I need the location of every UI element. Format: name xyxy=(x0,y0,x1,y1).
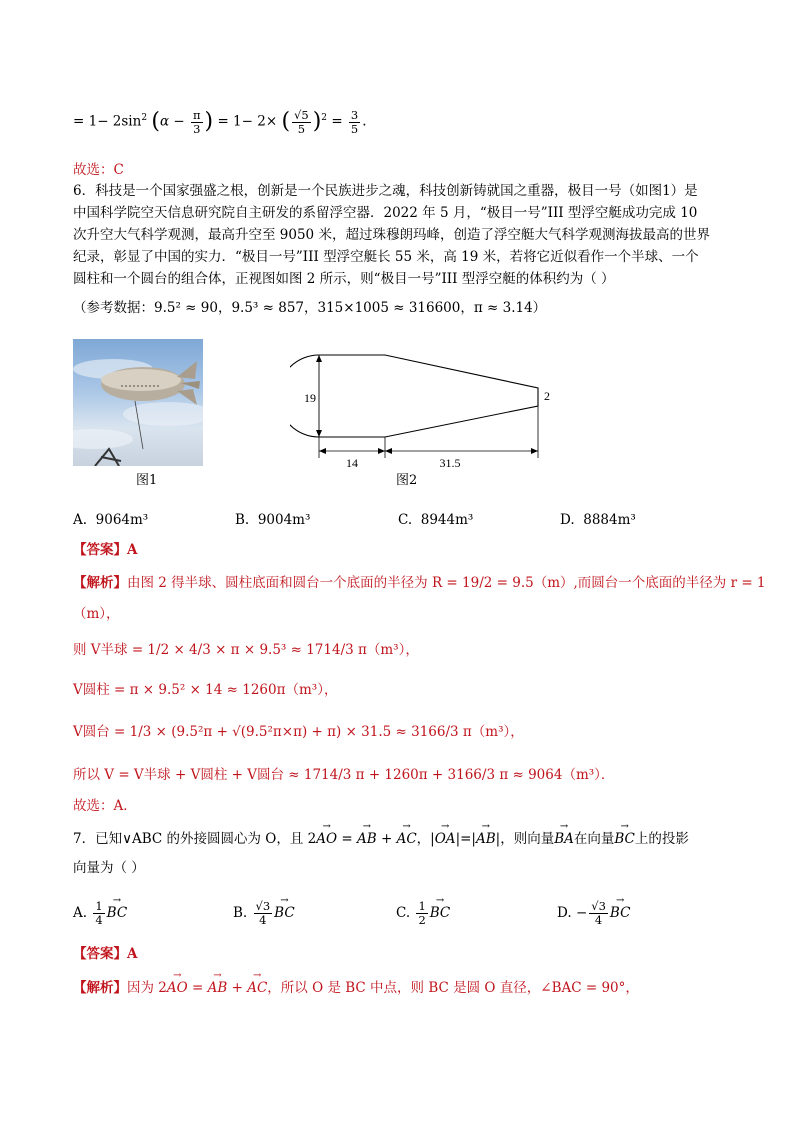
dim-label-14: 14 xyxy=(346,456,358,470)
vector-ab: → AB xyxy=(208,978,228,998)
vector-oa: → OA xyxy=(435,829,456,849)
option-num: √3 xyxy=(255,899,271,913)
answer-tag: 【答案】 xyxy=(73,542,127,558)
dim-label-2: 2 xyxy=(544,389,550,403)
q7-text: 7．已知∨ABC 的外接圆圆心为 O，且 2 xyxy=(73,831,317,847)
option-vector: → BC xyxy=(610,903,631,923)
formula-sqrt5: √5 xyxy=(294,107,309,122)
q7-text: 在向量 xyxy=(573,831,615,847)
vector-ac: → AC xyxy=(397,829,417,849)
vector-ao: → AO xyxy=(167,978,188,998)
q7-text: |，则向量 xyxy=(495,831,555,847)
option-label: B. xyxy=(235,512,250,528)
q6-answer xyxy=(73,540,137,560)
q7-line2: 向量为（ ） xyxy=(73,860,145,876)
q7-answer xyxy=(73,944,137,964)
analysis-text: + xyxy=(227,980,248,996)
analysis-text: = xyxy=(187,980,208,996)
q7-option-b[interactable] xyxy=(233,900,295,927)
option-value: 9064m³ xyxy=(95,512,149,528)
option-label: C. xyxy=(398,512,413,528)
q7-option-d[interactable] xyxy=(557,900,630,927)
option-neg: − xyxy=(575,905,588,921)
analysis-text: 因为 2 xyxy=(127,980,167,996)
option-den: 4 xyxy=(259,913,267,927)
answer-tag: 【答案】 xyxy=(73,946,127,962)
formula-mid: = 1− 2× xyxy=(217,113,278,130)
formula-five: 5 xyxy=(297,121,306,136)
fig2-caption: 图2 xyxy=(396,473,418,488)
airship-outline xyxy=(290,355,538,437)
vector-ba: → BA xyxy=(554,829,574,849)
option-vector: → BC xyxy=(274,903,295,923)
q7-text: |=| xyxy=(455,831,476,847)
q7-text: 上的投影 xyxy=(634,831,689,847)
q6-analysis-l1 xyxy=(73,573,766,593)
q5-choice: 故选：C xyxy=(73,162,124,178)
q6-analysis-l2: （m）， xyxy=(73,606,120,622)
q7-option-c[interactable] xyxy=(396,900,450,927)
q6-line2: 中国科学院空天信息研究院自主研发的系留浮空器．2022 年 5 月，“极目一号”III 型浮空艇成功完成 10 xyxy=(73,205,698,221)
vector-bc: → BC xyxy=(614,829,635,849)
answer-value: A xyxy=(127,542,138,558)
formula-res-den: 5 xyxy=(350,121,359,136)
option-den: 2 xyxy=(418,913,426,927)
option-value: 9004m³ xyxy=(257,512,311,528)
vector-ac: → AC xyxy=(247,978,267,998)
fig1-caption: 图1 xyxy=(136,473,158,488)
option-vector: → BC xyxy=(107,903,128,923)
analysis-tag: 【解析】 xyxy=(73,980,127,996)
option-label: D. xyxy=(557,905,572,921)
formula-period: . xyxy=(362,113,367,130)
q6-option-a[interactable] xyxy=(73,510,148,530)
formula-res-num: 3 xyxy=(350,107,359,122)
airship-illustration xyxy=(73,339,203,466)
option-num: 1 xyxy=(95,899,103,913)
analysis-text: 由图 2 得半球、圆柱底面和圆台一个底面的半径为 R = 19/2 = 9.5（m）,而圆台一个底面的半径为 r = 1 xyxy=(127,575,766,591)
q6-reference-data: （参考数据：9.5² ≈ 90，9.5³ ≈ 857，315×1005 ≈ 316600，π ≈ 3.14） xyxy=(73,300,547,316)
formula-pi: π xyxy=(192,107,201,122)
option-num: 1 xyxy=(418,899,426,913)
option-den: 4 xyxy=(95,913,103,927)
answer-value: A xyxy=(127,946,138,962)
airship-photo xyxy=(73,339,203,466)
dim-label-19: 19 xyxy=(304,391,316,405)
q6-line1: 6．科技是一个国家强盛之根，创新是一个民族进步之魂，科技创新铸就国之重器，极目一号（如图1）是 xyxy=(73,183,698,199)
q7-analysis xyxy=(73,978,639,998)
q6-line3: 次升空大气科学观测，最高升空至 9050 米，超过珠穆朗玛峰，创造了浮空艇大气科学观测海拔最高的世界 xyxy=(73,227,710,243)
q6-analysis-l3: 则 V半球 = 1/2 × 4/3 × π × 9.5³ ≈ 1714/3 π（m³）， xyxy=(73,642,419,658)
analysis-text: ，所以 O 是 BC 中点，则 BC 是圆 O 直径，∠BAC = 90°， xyxy=(267,980,639,996)
option-value: 8884m³ xyxy=(583,512,636,528)
front-view-diagram xyxy=(290,340,560,475)
formula-lhs: = 1− 2sin xyxy=(73,113,142,130)
q6-analysis-l4: V圆柱 = π × 9.5² × 14 ≈ 1260π（m³）， xyxy=(73,682,338,698)
formula-line-top: = $1- 2\sin^2$ (α − $\frac{\pi}{3}$ ) = 1− 2× ( $\frac{√5}{5}$ )$^2$ = $\frac{3}{5}$ . xyxy=(73,107,367,136)
q6-option-c[interactable] xyxy=(398,510,473,530)
vector-ab-2: → AB xyxy=(476,829,496,849)
formula-eq: = xyxy=(331,113,343,130)
option-num: √3 xyxy=(591,899,606,913)
option-label: B. xyxy=(233,905,248,921)
dim-label-31-5: 31.5 xyxy=(439,456,461,470)
formula-alpha: α − xyxy=(159,113,185,130)
option-value: 8944m³ xyxy=(420,512,474,528)
option-label: A. xyxy=(73,905,88,921)
q7-text: + xyxy=(376,831,397,847)
q7-option-a[interactable] xyxy=(73,900,127,927)
q6-analysis-l5: V圆台 = 1/3 × (9.5²π + √(9.5²π×π) + π) × 31.5 ≈ 3166/3 π（m³）， xyxy=(73,724,524,740)
option-vector: → BC xyxy=(430,903,451,923)
q6-analysis-l6: 所以 V = V半球 + V圆柱 + V圆台 ≈ 1714/3 π + 1260π + 3166/3 π ≈ 9064（m³）． xyxy=(73,767,615,783)
q6-line5: 圆柱和一个圆台的组合体，正视图如图 2 所示，则“极目一号”III 型浮空艇的体积约为（ ） xyxy=(73,271,615,287)
q6-line4: 纪录，彰显了中国的实力．“极目一号”III 型浮空艇长 55 米，高 19 米，若将它近似看作一个半球、一个 xyxy=(73,249,699,265)
q6-option-b[interactable] xyxy=(235,510,310,530)
option-label: D. xyxy=(560,512,575,528)
option-label: C. xyxy=(396,905,411,921)
formula-three: 3 xyxy=(193,121,201,136)
option-label: A. xyxy=(73,512,88,528)
q6-choice: 故选：A． xyxy=(73,798,137,814)
option-den: 4 xyxy=(594,913,603,927)
q6-option-d[interactable] xyxy=(560,510,636,530)
vector-ao: → AO xyxy=(316,829,337,849)
analysis-tag: 【解析】 xyxy=(73,575,127,591)
q7-text: ，| xyxy=(416,831,435,847)
vector-ab: → AB xyxy=(357,829,377,849)
q7-line1 xyxy=(73,829,689,849)
q7-text: = xyxy=(337,831,357,847)
